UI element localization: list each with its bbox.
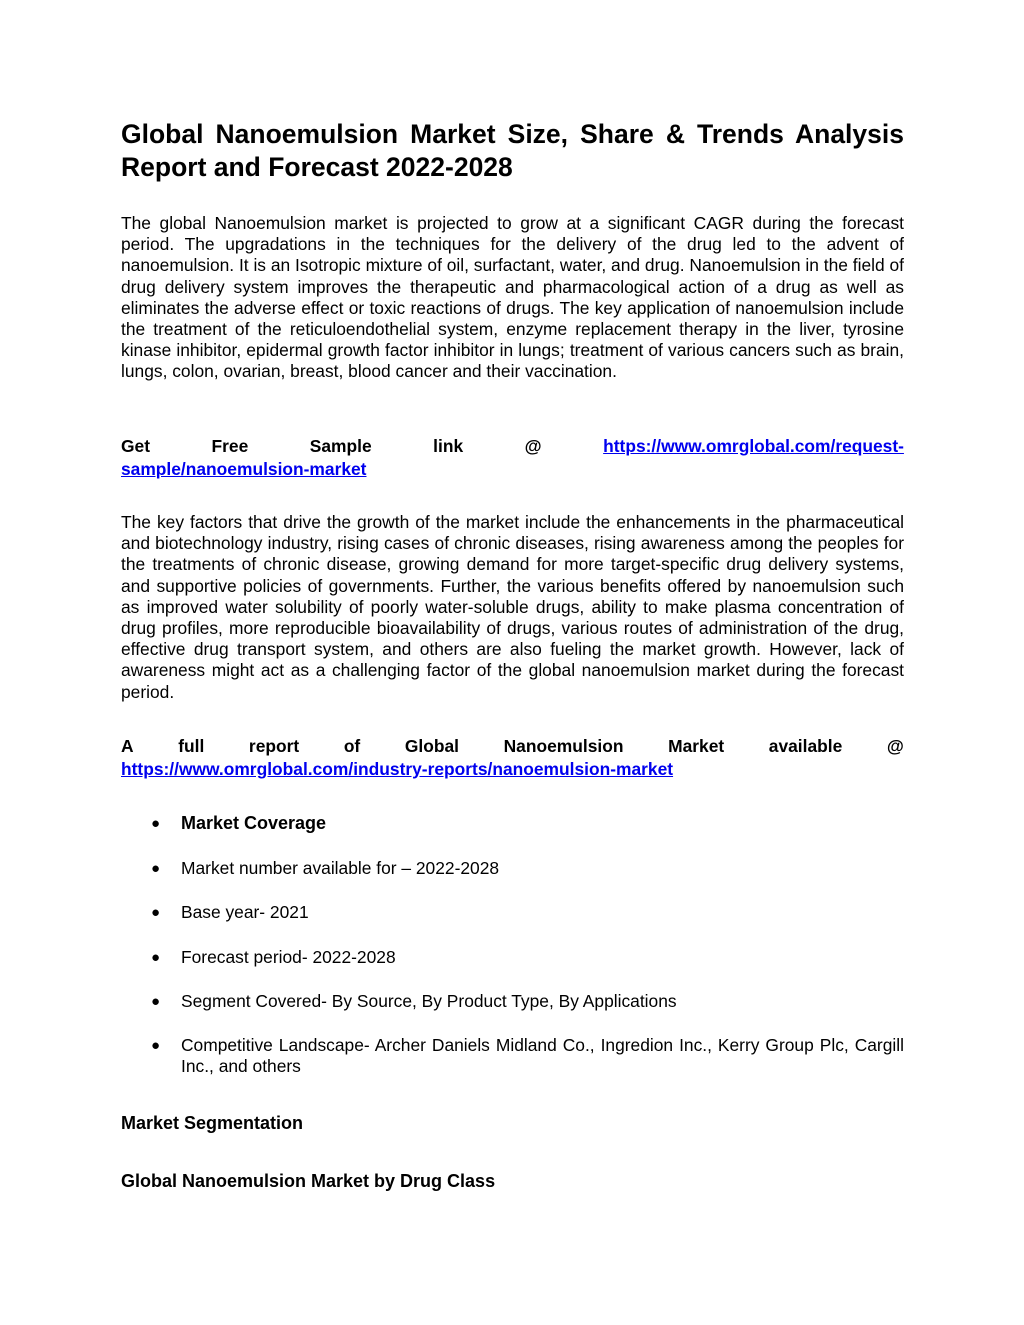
- coverage-item-text: Forecast period- 2022-2028: [181, 946, 396, 967]
- segmentation-heading: Market Segmentation: [121, 1113, 304, 1133]
- list-item: [121, 1035, 904, 1077]
- bullet-icon: ●: [151, 815, 161, 832]
- bullet-icon: ●: [151, 992, 161, 1010]
- coverage-item-text: Market number available for – 2022-2028: [181, 858, 500, 879]
- coverage-item-text: Base year- 2021: [181, 902, 309, 923]
- drug-class-heading: Global Nanoemulsion Market by Drug Class: [121, 1171, 496, 1191]
- report-word-available: available: [768, 736, 843, 756]
- report-word-market: Market: [668, 736, 725, 756]
- sample-word-at: @: [524, 436, 542, 456]
- report-word-nanoemulsion: Nanoemulsion: [503, 736, 624, 756]
- sample-word-sample: Sample: [309, 436, 372, 456]
- sample-link-url-part1[interactable]: https://www.omrglobal.com/request-: [603, 436, 904, 456]
- page-title: Global Nanoemulsion Market Size, Share & Trends Analysis Report and Forecast 2022-2028: [121, 119, 904, 182]
- report-word-report: report: [248, 736, 300, 756]
- intro-paragraph: The global Nanoemulsion market is projected to grow at a significant CAGR during the forecast period. The upgradations in the techniques for the delivery of the drug led to the advent of nanoemulsion. It is an Isotropic mixture of oil, surfactant, water, and drug. Nanoemulsion in the field of drug delivery system improves the therapeutic and pharmacological action of a drug as well as eliminates the adverse effect or toxic reactions of drugs. The key application of nanoemulsion include the treatment of the reticuloendothelial system, enzyme replacement therapy in the liver, tyrosine kinase inhibitor, epidermal growth factor inhibitor in lungs; treatment of various cancers such as brain, lungs, colon, ovarian, breast, blood cancer and their vaccination.: [121, 213, 904, 382]
- report-word-full: full: [178, 736, 205, 756]
- bullet-icon: ●: [151, 904, 161, 922]
- bullet-icon: ●: [151, 948, 161, 966]
- bullet-icon: ●: [151, 860, 161, 878]
- full-report-line: [121, 735, 904, 781]
- coverage-item-text: Competitive Landscape- Archer Daniels Midland Co., Ingredion Inc., Kerry Group Plc, Cargill Inc., and others: [181, 1035, 904, 1077]
- sample-word-free: Free: [211, 436, 249, 456]
- list-item: [121, 813, 904, 834]
- bullet-icon: ●: [151, 1037, 161, 1055]
- list-item: [121, 902, 904, 923]
- coverage-list: [121, 813, 904, 1100]
- full-report-link[interactable]: https://www.omrglobal.com/industry-reports/nanoemulsion-market: [121, 759, 674, 779]
- report-word-at: @: [886, 736, 904, 756]
- sample-word-get: Get: [121, 436, 150, 456]
- drivers-paragraph: The key factors that drive the growth of the market include the enhancements in the pharmaceutical and biotechnology industry, rising cases of chronic diseases, rising awareness among the peoples for the treatments of chronic disease, growing demand for more target-specific drug delivery systems, and supportive policies of governments. Further, the various benefits offered by nanoemulsion such as improved water solubility of poorly water-soluble drugs, ability to make plasma concentration of drug profiles, more reproducible bioavailability of drugs, various routes of administration of the drug, effective drug transport system, and others are also fueling the market growth. However, lack of awareness might act as a challenging factor of the global nanoemulsion market during the forecast period.: [121, 512, 904, 702]
- list-item: [121, 858, 904, 879]
- report-word-a: A: [121, 736, 134, 756]
- coverage-heading: Market Coverage: [181, 813, 327, 833]
- sample-link-line: [121, 435, 904, 481]
- list-item: [121, 991, 904, 1012]
- sample-link-url-part2[interactable]: sample/nanoemulsion-market: [121, 459, 367, 479]
- sample-word-link: link: [433, 436, 464, 456]
- coverage-item-text: Segment Covered- By Source, By Product Type, By Applications: [181, 990, 677, 1011]
- report-word-of: of: [343, 736, 361, 756]
- report-word-global: Global: [404, 736, 459, 756]
- list-item: [121, 947, 904, 968]
